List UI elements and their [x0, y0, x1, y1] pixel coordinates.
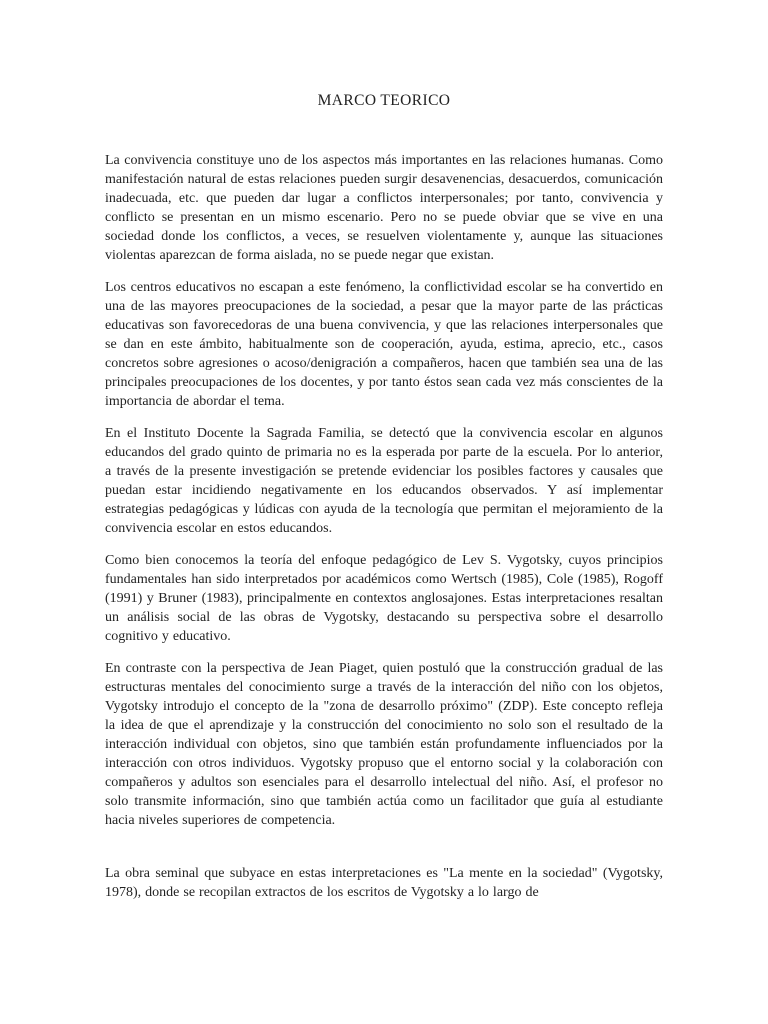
document-body	[105, 151, 663, 902]
paragraph: En el Instituto Docente la Sagrada Familia, se detectó que la convivencia escolar en algunos educandos del grado quinto de primaria no es la esperada por parte de la escuela. Por lo anterior, a través de la presente investigación se pretende evidenciar los posibles factores y causales que puedan estar incidiendo negativamente en los educandos observados. Y así implementar estrategias pedagógicas y lúdicas con ayuda de la tecnología que permitan el mejoramiento de la convivencia escolar en estos educandos.	[105, 426, 663, 536]
paragraph: La convivencia constituye uno de los aspectos más importantes en las relaciones humanas. Como manifestación natural de estas relaciones pueden surgir desavenencias, desacuerdos, comunicación inadecuada, etc. que pueden dar lugar a conflictos interpersonales; por tanto, convivencia y conflicto se presentan en un mismo escenario. Pero no se puede obviar que se vive en una sociedad donde los conflictos, a veces, se resuelven violentamente y, aunque las situaciones violentas aparezcan de forma aislada, no se puede negar que existan.	[105, 153, 663, 263]
paragraph: Los centros educativos no escapan a este fenómeno, la conflictividad escolar se ha convertido en una de las mayores preocupaciones de la sociedad, a pesar que la mayor parte de las prácticas educativas son favorecedoras de una buena convivencia, y que las relaciones interpersonales que se dan en este ámbito, habitualmente son de cooperación, ayuda, estima, aprecio, etc., casos concretos sobre agresiones o acoso/denigración a compañeros, hacen que también sea una de las principales preocupaciones de los docentes, y por tanto éstos sean cada vez más conscientes de la importancia de abordar el tema.	[105, 280, 663, 409]
paragraph: En contraste con la perspectiva de Jean Piaget, quien postuló que la construcción gradual de las estructuras mentales del conocimiento surge a través de la interacción del niño con los objetos, Vygotsky introdujo el concepto de la "zona de desarrollo próximo" (ZDP). Este concepto refleja la idea de que el aprendizaje y la construcción del conocimiento no solo son el resultado de la interacción individual con objetos, sino que también están profundamente influenciados por la interacción con otros individuos. Vygotsky propuso que el entorno social y la colaboración con compañeros y adultos son esenciales para el desarrollo intelectual del niño. Así, el profesor no solo transmite información, sino que también actúa como un facilitador que guía al estudiante hacia niveles superiores de competencia.	[105, 661, 663, 828]
document-title: MARCO TEORICO	[317, 92, 451, 109]
paragraph: Como bien conocemos la teoría del enfoque pedagógico de Lev S. Vygotsky, cuyos principios fundamentales han sido interpretados por académicos como Wertsch (1985), Cole (1985), Rogoff (1991) y Bruner (1983), principalmente en contextos anglosajones. Estas interpretaciones resaltan un análisis social de las obras de Vygotsky, destacando su perspectiva sobre el desarrollo cognitivo y educativo.	[105, 553, 663, 644]
paragraph: La obra seminal que subyace en estas interpretaciones es "La mente en la sociedad" (Vygotsky, 1978), donde se recopilan extractos de los escritos de Vygotsky a lo largo de	[105, 866, 663, 900]
